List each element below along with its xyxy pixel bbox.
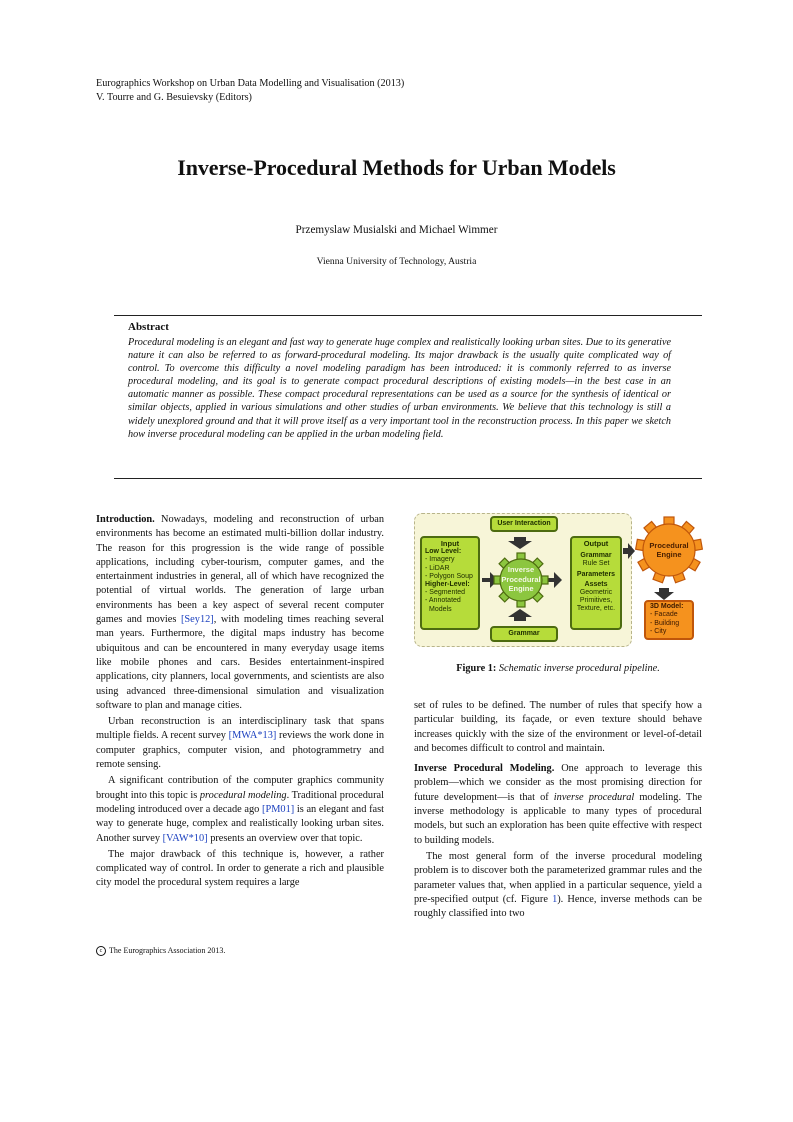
text-span: Urban reconstruction is an interdisciplinary task that spans multiple fields. A recent survey	[96, 716, 384, 742]
text-span: Nowadays, modeling and reconstruction of urban environments has become an estimated multi-billion dollar industry. The reason for this progression is the wide range of possible applications, including cyber-tourism, computer games, and the entertainment industries in general, all of which have recognized the potential of virtual worlds. The generation of large urban environments has been a key aspect of several recent computer games and movies	[96, 514, 384, 626]
intro-paragraph	[96, 513, 384, 713]
model-item: - Building	[650, 619, 680, 627]
emphasis: inverse procedural	[553, 791, 635, 803]
abstract-heading: Abstract	[128, 321, 169, 333]
center-line: Engine	[508, 584, 534, 593]
intro-lead: Introduction.	[96, 514, 155, 525]
venue-line: Eurographics Workshop on Urban Data Modelling and Visualisation (2013)	[96, 78, 405, 89]
citation-link[interactable]: [VAW*10]	[162, 832, 208, 844]
text-span: The most general form of the inverse procedural modeling problem is to discover both the parameterized grammar rules and the parameter values that, when applied in a particular sequence, yield a pre-specified output (cf. Figure	[414, 850, 702, 905]
input-high-label: Higher-Level:	[425, 581, 470, 589]
input-item: - LiDAR	[425, 564, 450, 572]
user-interaction-label: User Interaction	[497, 520, 551, 527]
left-column	[96, 513, 384, 891]
abstract-bottom-rule	[114, 478, 702, 479]
abstract-top-rule	[114, 315, 702, 316]
caption-text: Schematic inverse procedural pipeline.	[498, 663, 660, 674]
abstract-body: Procedural modeling is an elegant and fast way to generate huge complex and realistically looking urban sites. Due to its generative nature it can also be referred to as forward-procedural modeling. Its major drawback is the usually quite complicated way of control. To overcome this difficulty a novel modeling paradigm has been introduced: it is commonly referred to as inverse procedural modeling, and its goal is to generate compact procedural descriptions of existing models—in the best case in an automatic manner as possible. These compact procedural representations can be used as a source for the synthesis of identical or similar objects, applied in various simulations and other studies of urban environments. We believe that this technology is still a widely unexplored ground and that it will prove itself as a very important tool in the reconstruction process. In this paper we sketch how inverse procedural modeling can be applied in the urban modeling field.	[128, 337, 671, 440]
text-span: presents an overview over that topic.	[207, 832, 363, 844]
arrow-down-icon	[508, 537, 532, 549]
model-item: - City	[650, 627, 667, 635]
center-line: Inverse	[507, 565, 535, 574]
input-title: Input	[440, 539, 460, 548]
text-span: , with modeling times reaching several man years. Furthermore, the digital maps industry has become ubiquitous and can be encountered in many everyday usage items like mobile phones and cars. Besides entertainment-inspired applications, city planners, local governments, and scientists are also using advanced three-dimensional simulation and visualization software to plan and manage cities.	[96, 614, 384, 711]
input-box	[420, 536, 480, 630]
authors: Przemyslaw Musialski and Michael Wimmer	[295, 224, 498, 236]
model-title: 3D Model:	[650, 603, 684, 610]
citation-link[interactable]: [PM01]	[262, 803, 295, 815]
text-span: One approach to leverage this problem—which we consider as the most promising direction for future development—is that of	[414, 763, 702, 803]
procedural-engine-label	[643, 541, 695, 559]
text-span: modeling. The inverse methodology is applicable to many types of procedural models, but such an exploration has been quite effective with respect to building models.	[414, 791, 703, 846]
paragraph: set of rules to be defined. The number of rules that specify how a particular building, its façade, or even texture should behave increases quickly with the size of the environment or level-of-detail and becomes difficult to control and maintain.	[414, 700, 702, 754]
output-item: Rule Set	[582, 560, 610, 568]
paragraph	[414, 850, 702, 921]
inverse-engine-label	[496, 565, 546, 594]
editors-line: V. Tourre and G. Besuievsky (Editors)	[96, 92, 252, 103]
text-span: A significant contribution of the computer graphics community brought into this topic is	[96, 775, 384, 801]
text-span: is an elegant and fast way to generate huge, complex and realistically looking urban sites. Another survey	[96, 803, 385, 844]
figure-ref-link[interactable]: 1	[552, 893, 558, 905]
text-span: . Traditional procedural modeling introduced over a decade ago	[96, 789, 384, 815]
copyright-icon: c	[96, 946, 106, 956]
emphasis: procedural modeling	[199, 789, 287, 801]
figure-caption	[414, 663, 702, 674]
text-span: reviews the work done in computer graphics, computer vision, and photogrammetry and remote sensing.	[96, 730, 384, 771]
arrow-down-icon	[654, 588, 674, 600]
grammar-box	[490, 626, 558, 642]
output-box	[570, 536, 622, 630]
affiliation: Vienna University of Technology, Austria	[316, 256, 477, 267]
ipm-lead: Inverse Procedural Modeling.	[414, 763, 555, 775]
input-item: Models	[429, 605, 452, 613]
input-item: - Polygon Soup	[425, 572, 473, 580]
input-low-label: Low Level:	[425, 548, 462, 556]
footer	[96, 946, 225, 956]
ipm-paragraph	[414, 762, 702, 848]
proc-line: Procedural	[649, 541, 689, 550]
citation-link[interactable]: [MWA*13]	[228, 730, 277, 742]
user-interaction-box	[490, 516, 558, 532]
paper-title: Inverse-Procedural Methods for Urban Models	[177, 155, 616, 180]
output-item: Primitives,	[579, 597, 613, 605]
figure-pipeline	[414, 510, 710, 650]
output-item: Texture, etc.	[576, 605, 616, 613]
citation-link[interactable]: [Sey12]	[180, 614, 214, 626]
output-title: Output	[583, 539, 609, 548]
proc-line: Engine	[656, 550, 682, 559]
paragraph	[96, 715, 384, 772]
arrow-right-icon	[623, 543, 635, 559]
output-item: Geometric	[579, 589, 613, 597]
right-column	[414, 699, 702, 921]
input-item: - Segmented	[425, 589, 466, 597]
center-line: Procedural	[501, 574, 541, 584]
caption-label: Figure 1:	[456, 663, 497, 674]
paragraph	[96, 774, 384, 845]
model-item: - Facade	[650, 611, 678, 619]
arrow-up-icon	[508, 609, 532, 621]
output-item: Grammar	[580, 552, 612, 560]
text-span: ). Hence, inverse methods can be roughly classified into two	[414, 893, 703, 920]
footer-text: The Eurographics Association 2013.	[109, 946, 226, 955]
output-item: Assets	[584, 580, 608, 588]
model-box	[644, 600, 694, 640]
output-item: Parameters	[576, 570, 616, 578]
grammar-label: Grammar	[508, 630, 540, 637]
input-item: - Annotated	[425, 597, 461, 605]
input-item: - Imagery	[425, 556, 455, 564]
paragraph: The major drawback of this technique is, however, a rather complicated way of control. In order to generate a rich and plausible city model the procedural system requires a large	[96, 848, 384, 889]
